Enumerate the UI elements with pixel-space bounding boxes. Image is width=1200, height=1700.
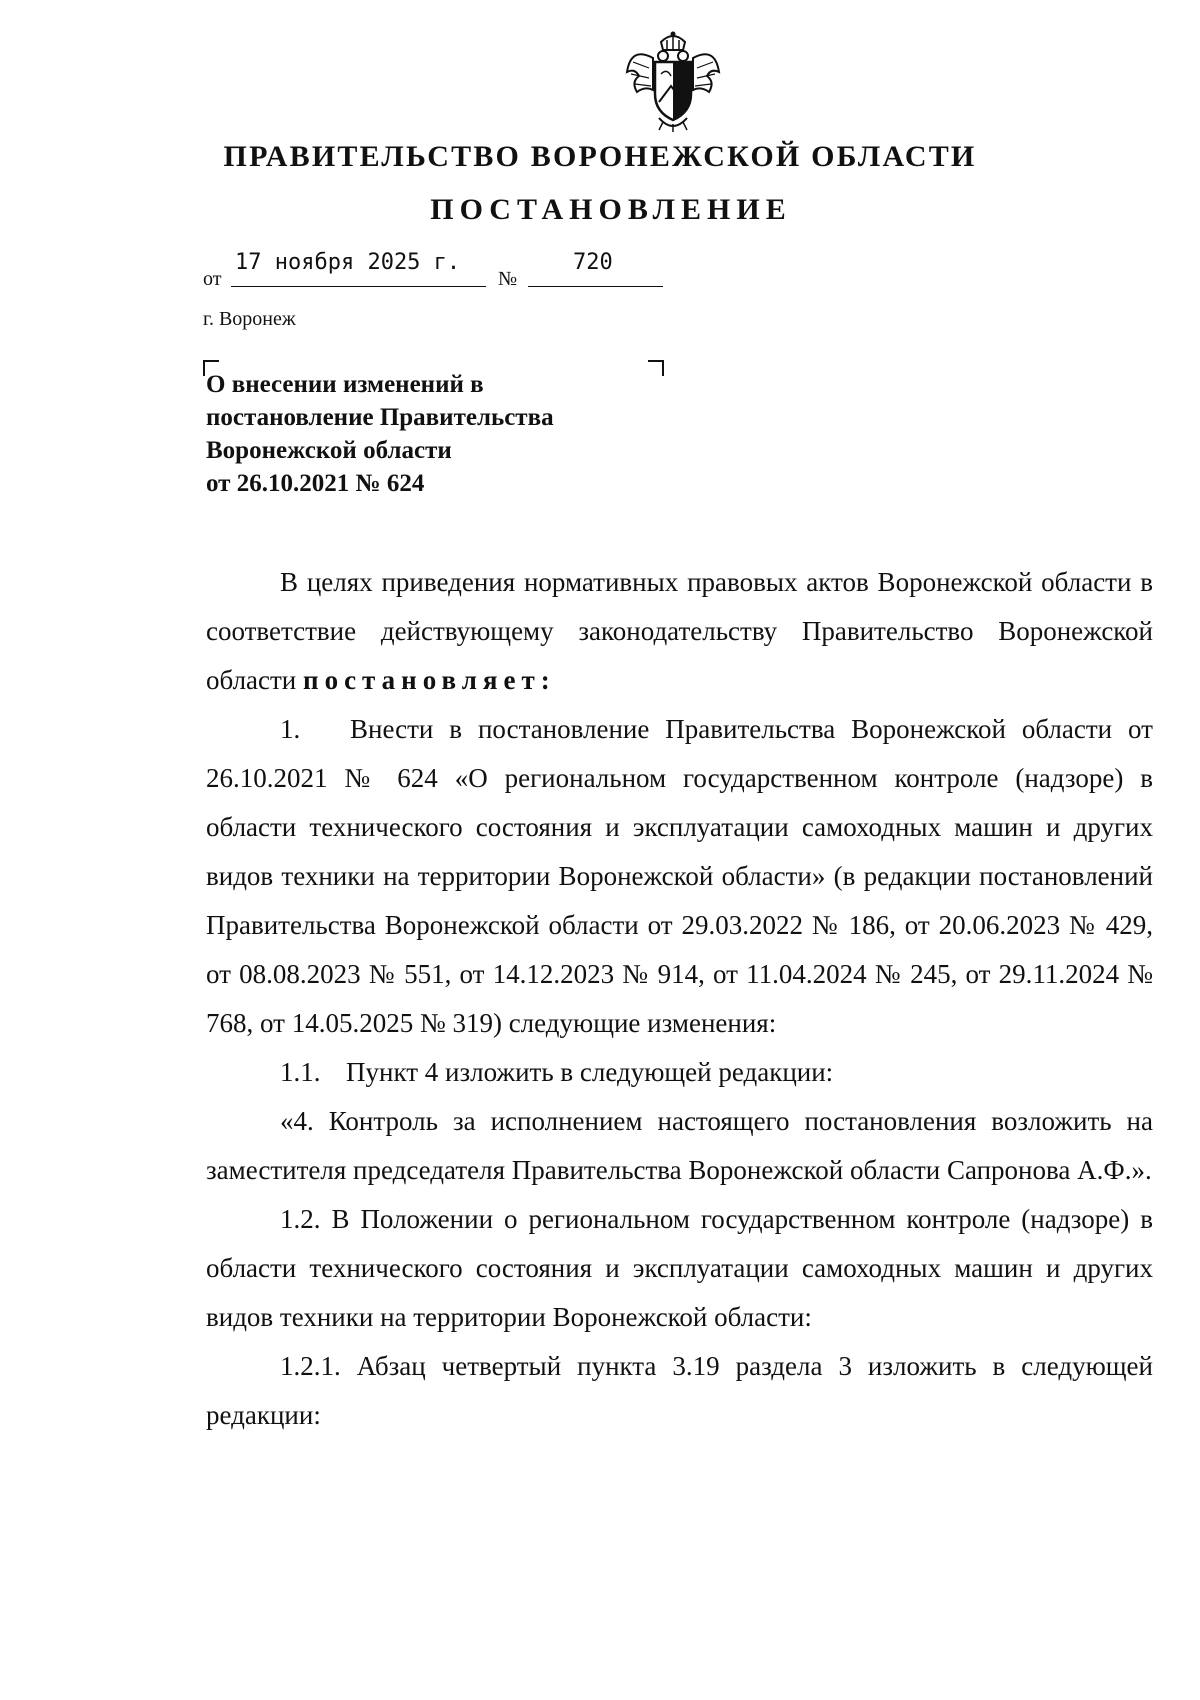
document-subject [206, 368, 646, 500]
paragraph-text: Внести в постановление Правительства Воронежской области от 26.10.2021 № 624 «О региональном государственном контроле (надзоре) в области технического состояния и эксплуатации самоходных машин и других видов техники на территории Воронежской области» (в редакции постановлений Правительства Воронежской области от 29.03.2022 № 186, от 20.06.2023 № 429, от 08.08.2023 № 551, от 14.12.2023 № 914, от 11.04.2024 № 245, от 29.11.2024 № 768, от 14.05.2025 № 319) следующие изменения: [206, 714, 1153, 1038]
paragraph-preamble [206, 558, 1153, 705]
document-body [206, 558, 1153, 1440]
coat-of-arms-icon [623, 28, 723, 136]
document-type-title: ПОСТАНОВЛЕНИЕ [430, 193, 792, 226]
city-label: г. Воронеж [203, 308, 296, 330]
subject-line: от 26.10.2021 № 624 [206, 470, 425, 497]
subject-line: О внесении изменений в [206, 371, 484, 398]
number-label: № [498, 268, 518, 290]
subject-corner-mark-right [648, 360, 664, 376]
subject-line: постановление Правительства [206, 404, 554, 431]
paragraph-text: Пункт 4 изложить в следующей редакции: [346, 1057, 834, 1087]
document-number: 720 [573, 250, 613, 275]
from-label: от [203, 268, 222, 290]
paragraph-item-1-2-1: 1.2.1. Абзац четвертый пункта 3.19 раздела 3 изложить в следующей редакции: [206, 1351, 1153, 1430]
paragraph-item-1-1 [206, 1048, 1153, 1097]
paragraph-text: В целях приведения нормативных правовых актов Воронежской области в соответствие действующему законодательству Правительство Воронежской области [206, 567, 1153, 695]
paragraph-item-1 [206, 705, 1153, 1048]
subject-line: Воронежской области [206, 437, 452, 464]
item-number: 1.1. [280, 1057, 321, 1087]
resolves-word: постановляет: [303, 665, 556, 695]
paragraph-item-1-2: 1.2. В Положении о региональном государственном контроле (надзоре) в области технического состояния и эксплуатации самоходных машин и других видов техники на территории Воронежской области: [206, 1204, 1153, 1332]
document-date: 17 ноября 2025 г. [235, 250, 461, 275]
paragraph-item-4-quote: «4. Контроль за исполнением настоящего постановления возложить на заместителя председателя Правительства Воронежской области Сапронова А.Ф.». [206, 1106, 1153, 1185]
organization-title: ПРАВИТЕЛЬСТВО ВОРОНЕЖСКОЙ ОБЛАСТИ [223, 140, 977, 173]
item-number: 1. [280, 714, 301, 744]
number-underline [528, 286, 663, 287]
date-number-line [203, 250, 663, 290]
date-underline [231, 286, 486, 287]
